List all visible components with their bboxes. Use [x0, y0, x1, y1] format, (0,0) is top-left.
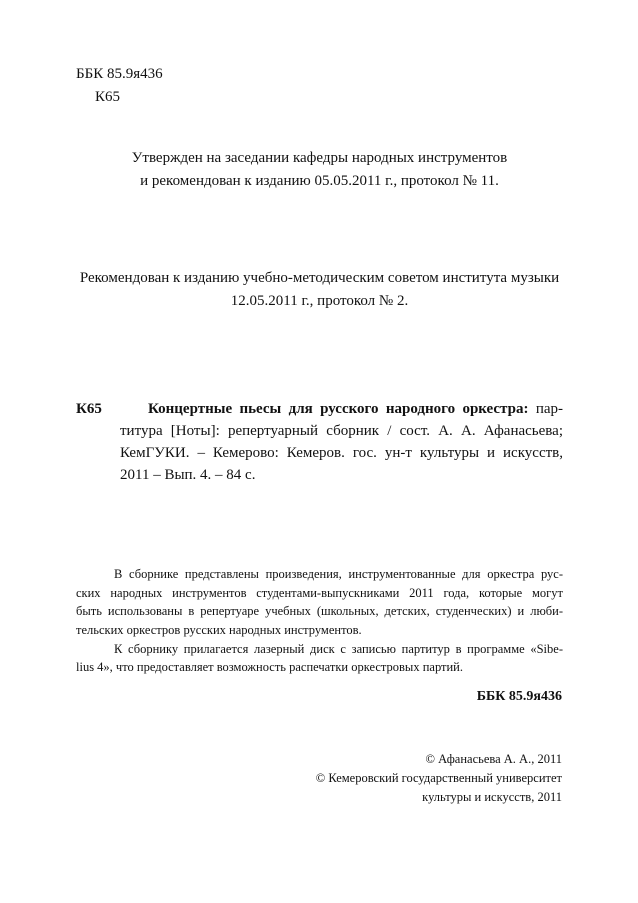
catalog-entry-line-2: титура [Ноты]: репертуарный сборник / сост. А. А. Афанасьева;	[120, 423, 563, 439]
abstract-paragraph	[76, 565, 563, 677]
catalog-entry-line-3: КемГУКИ. – Кемерово: Кемеров. гос. ун-т культуры и искусств,	[120, 445, 563, 461]
catalog-entry-line-1	[120, 398, 563, 420]
author-mark: К65	[95, 89, 121, 105]
copyright-author: © Афанасьева А. А., 2011	[425, 752, 562, 766]
copyright-university-line-2: культуры и искусств, 2011	[422, 790, 562, 804]
abstract-line: К сборнику прилагается лазерный диск с записью партитур в программе «Sibe-	[114, 641, 563, 656]
recommendation-statement-line-1: Рекомендован к изданию учебно-методическим советом института музыки	[79, 270, 560, 286]
abstract-line: быть использованы в репертуаре учебных (школьных, детских, студенческих) и люби-	[76, 604, 563, 619]
bbk-classification-code: ББК 85.9я436	[76, 66, 163, 82]
catalog-entry-title-rest: пар-	[535, 401, 563, 417]
abstract-line: В сборнике представлены произведения, инструментованные для оркестра рус-	[114, 567, 563, 581]
bbk-classification-code-footer: ББК 85.9я436	[476, 689, 562, 704]
approval-statement-line-1: Утвержден на заседании кафедры народных инструментов	[131, 150, 508, 166]
abstract-line: тельских оркестров русских народных инструментов.	[76, 623, 362, 638]
catalog-entry-mark: К65	[76, 401, 102, 417]
recommendation-statement-line-2: 12.05.2011 г., протокол № 2.	[230, 293, 409, 309]
abstract-line: lius 4», что предоставляет возможность распечатки оркестровых партий.	[76, 660, 463, 675]
copyright-university-line-1: © Кемеровский государственный университет	[315, 771, 562, 785]
catalog-entry	[120, 398, 563, 486]
catalog-entry-title: Концертные пьесы для русского народного оркестра:	[148, 401, 529, 417]
approval-statement-line-2: и рекомендован к изданию 05.05.2011 г., протокол № 11.	[140, 173, 499, 189]
catalog-entry-line-4: 2011 – Вып. 4. – 84 с.	[120, 467, 256, 483]
abstract-line: ских народных инструментов студентами-выпускниками 2011 года, которые могут	[76, 585, 563, 600]
